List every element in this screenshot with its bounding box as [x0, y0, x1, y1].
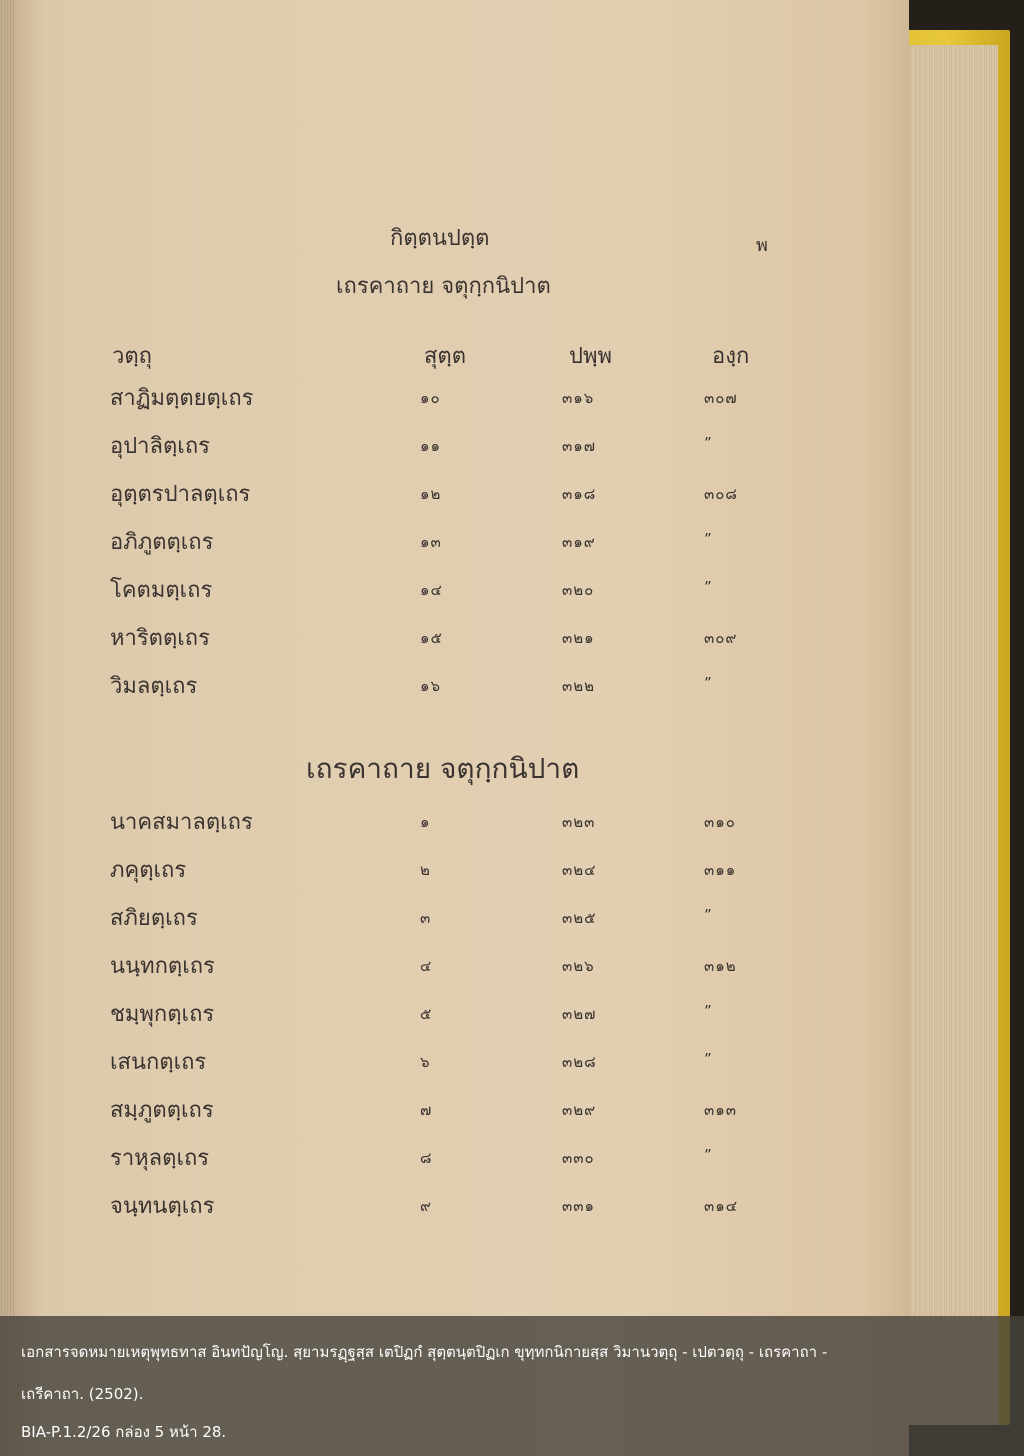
table-row	[14, 620, 909, 660]
entry-name: ราหุลตฺเถร	[110, 1146, 210, 1171]
table-row	[14, 852, 909, 892]
entry-sutta: ๑๑	[420, 437, 442, 455]
entry-name: นาคสมาลตฺเถร	[110, 810, 253, 835]
entry-anga: ๓๑๔	[704, 1197, 739, 1215]
entry-name: นนฺทกตฺเถร	[110, 954, 215, 979]
entry-anga: ๓๐๗	[704, 389, 738, 407]
entry-sutta: ๔	[420, 957, 433, 975]
entry-name: สภิยตฺเถร	[110, 906, 198, 931]
entry-sutta: ๗	[420, 1101, 433, 1119]
entry-sutta: ๒	[420, 861, 431, 879]
entry-page: ๓๒๔	[562, 861, 597, 879]
entry-page: ๓๒๙	[562, 1101, 597, 1119]
entry-anga: ๓๐๙	[704, 629, 738, 647]
table-row	[14, 1188, 909, 1228]
table-row	[14, 804, 909, 844]
entry-page: ๓๒๗	[562, 1005, 597, 1023]
entry-name: จนฺทนตฺเถร	[110, 1194, 215, 1219]
entry-name: หาริตตฺเถร	[110, 626, 210, 651]
table-row	[14, 572, 909, 612]
entry-page: ๓๒๑	[562, 629, 595, 647]
entry-anga: ๓๑๓	[704, 1101, 738, 1119]
entry-page: ๓๑๙	[562, 533, 596, 551]
entry-anga: ”	[704, 1002, 713, 1020]
entry-name: สาฏิมตฺตยตฺเถร	[110, 386, 254, 411]
entry-name: วิมลตฺเถร	[110, 674, 198, 699]
table-row	[14, 1140, 909, 1180]
entry-sutta: ๑๓	[420, 533, 442, 551]
entry-anga: ๓๐๘	[704, 485, 738, 503]
table-row	[14, 668, 909, 708]
caption-line-1: เอกสารจดหมายเหตุพุทธทาส อินทปัญโญ. สฺยามรฏฺฐสฺส เตปิฏกํ สุตฺตนฺตปิฏเก ขุทฺทกนิกายสฺส วิมานวตฺถุ - เปตวตฺถุ - เถรคาถา -	[21, 1343, 828, 1361]
page-number: พ	[756, 235, 768, 256]
entry-name: อุปาลิตฺเถร	[110, 434, 210, 459]
entry-anga: ”	[704, 434, 713, 452]
book-page	[14, 0, 909, 1456]
section-title-2: เถรคาถาย จตุกฺกนิปาต	[306, 752, 580, 785]
column-header-anga: องฺก	[712, 344, 750, 369]
entry-page: ๓๑๗	[562, 437, 597, 455]
entry-page: ๓๑๖	[562, 389, 595, 407]
entry-page: ๓๒๒	[562, 677, 596, 695]
entry-anga: ”	[704, 530, 713, 548]
column-header-page: ปพฺพ	[569, 344, 612, 369]
entry-page: ๓๒๓	[562, 813, 596, 831]
entry-name: ภคุตฺเถร	[110, 858, 187, 883]
table-row	[14, 1044, 909, 1084]
entry-sutta: ๕	[420, 1005, 433, 1023]
table-row	[14, 900, 909, 940]
entry-sutta: ๖	[420, 1053, 431, 1071]
entry-page: ๓๓๑	[562, 1197, 596, 1215]
entry-anga: ”	[704, 1146, 713, 1164]
entry-anga: ๓๑๒	[704, 957, 737, 975]
table-row	[14, 428, 909, 468]
page-header-title: กิตฺตนปตฺต	[390, 226, 490, 251]
table-row	[14, 948, 909, 988]
entry-anga: ”	[704, 674, 713, 692]
entry-anga: ”	[704, 578, 713, 596]
table-row	[14, 996, 909, 1036]
entry-name: โคตมตฺเถร	[110, 578, 213, 603]
table-row	[14, 524, 909, 564]
entry-sutta: ๑๖	[420, 677, 442, 695]
table-row	[14, 476, 909, 516]
entry-sutta: ๑๐	[420, 389, 441, 407]
column-header-sutta: สุตฺต	[424, 344, 467, 369]
left-page-edges	[0, 0, 14, 1456]
entry-anga: ”	[704, 906, 713, 924]
entry-sutta: ๙	[420, 1197, 432, 1215]
entry-page: ๓๓๐	[562, 1149, 595, 1167]
column-header-name: วตฺถุ	[112, 344, 152, 369]
entry-sutta: ๑๔	[420, 581, 443, 599]
entry-name: เสนกตฺเถร	[110, 1050, 207, 1075]
table-row	[14, 380, 909, 420]
entry-sutta: ๑๕	[420, 629, 443, 647]
caption-line-3: BIA-P.1.2/26 กล่อง 5 หน้า 28.	[21, 1423, 227, 1441]
entry-page: ๓๒๐	[562, 581, 595, 599]
section-title-1: เถรคาถาย จตุกฺกนิปาต	[336, 274, 551, 299]
entry-sutta: ๑	[420, 813, 431, 831]
entry-sutta: ๓	[420, 909, 432, 927]
caption-line-2: เถรีคาถา. (2502).	[21, 1385, 144, 1403]
entry-name: ชมฺพุกตฺเถร	[110, 1002, 215, 1027]
entry-page: ๓๒๘	[562, 1053, 597, 1071]
table-row	[14, 1092, 909, 1132]
entry-sutta: ๘	[420, 1149, 433, 1167]
entry-anga: ”	[704, 1050, 713, 1068]
entry-anga: ๓๑๐	[704, 813, 736, 831]
entry-name: สมฺภูตตฺเถร	[110, 1098, 214, 1123]
entry-page: ๓๒๖	[562, 957, 595, 975]
entry-name: อุตฺตรปาลตฺเถร	[110, 482, 251, 507]
entry-page: ๓๑๘	[562, 485, 597, 503]
entry-name: อภิภูตตฺเถร	[110, 530, 214, 555]
caption-bar	[0, 1316, 1024, 1456]
entry-sutta: ๑๒	[420, 485, 442, 503]
entry-page: ๓๒๕	[562, 909, 597, 927]
entry-anga: ๓๑๑	[704, 861, 737, 879]
